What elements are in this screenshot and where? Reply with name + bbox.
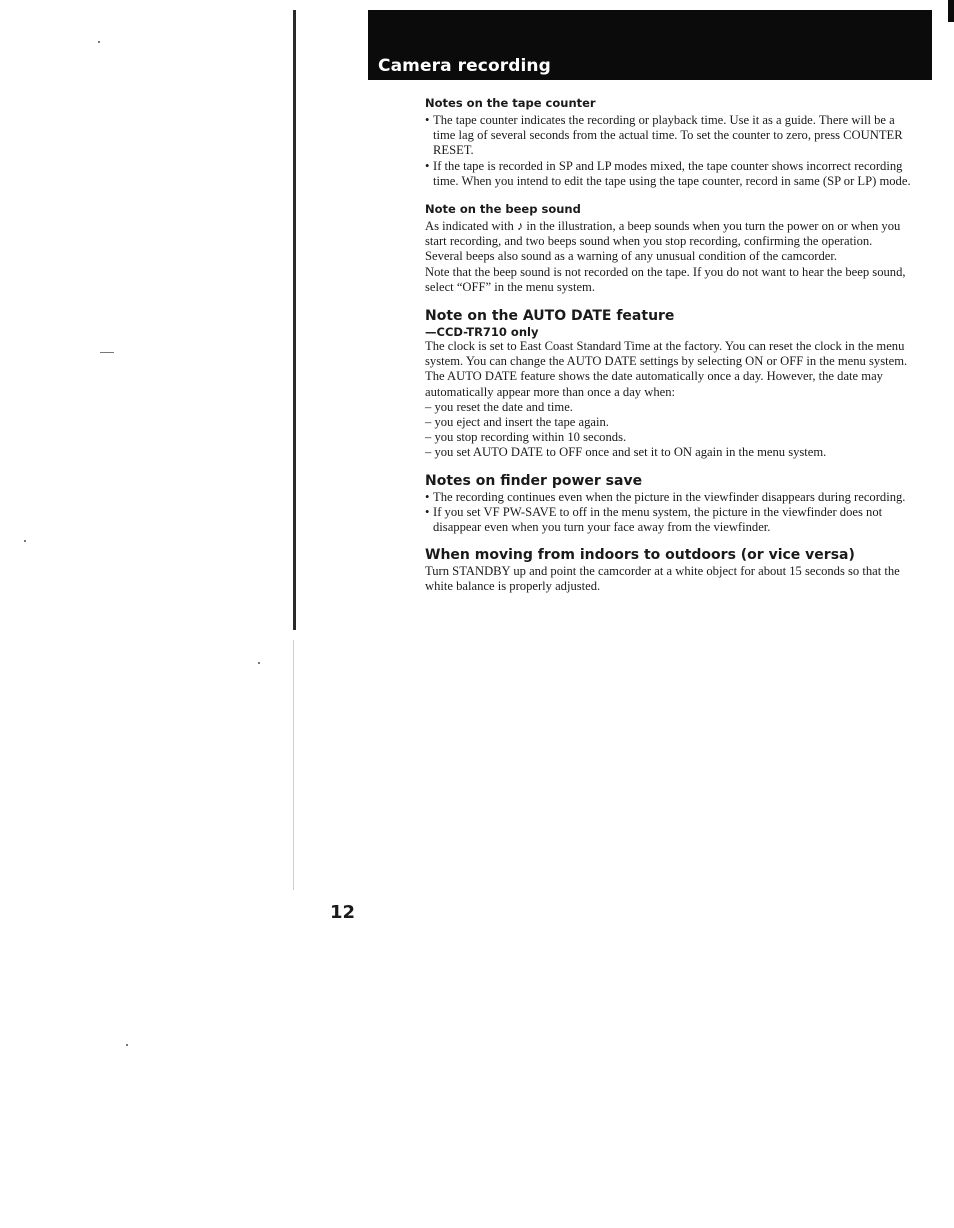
scan-speck — [98, 41, 100, 43]
page-number: 12 — [330, 902, 356, 923]
scan-speck — [100, 352, 114, 353]
section-heading: Note on the beep sound — [425, 202, 581, 217]
page-title: Camera recording — [378, 56, 551, 76]
section-indoors-outdoors — [425, 547, 913, 594]
section-beep-sound — [425, 202, 913, 295]
scan-speck — [24, 540, 26, 542]
list-item: • If you set VF PW-SAVE to off in the menu system, the picture in the viewfinder does not disappear even when you turn your face away from the viewfinder. — [425, 505, 913, 535]
list-item: – you set AUTO DATE to OFF once and set it to ON again in the menu system. — [425, 445, 827, 460]
section-finder-power-save — [425, 473, 913, 536]
main-content — [425, 96, 913, 608]
list-item: – you eject and insert the tape again. — [425, 415, 609, 430]
model-note: —CCD-TR710 only — [425, 325, 539, 340]
paragraph: Turn STANDBY up and point the camcorder at a white object for about 15 seconds so that the white balance is properly adjusted. — [425, 564, 900, 594]
paragraph: The clock is set to East Coast Standard Time at the factory. You can reset the clock in the menu system. You can change the AUTO DATE settings by selecting ON or OFF in the menu system. The AUTO DATE feature shows the date automatically once a day. However, the date may automatically appear more than once a day when: — [425, 339, 908, 399]
list-item: • The recording continues even when the picture in the viewfinder disappears during recording. — [425, 490, 913, 505]
list-item: – you stop recording within 10 seconds. — [425, 430, 627, 445]
edge-tab-mark — [948, 0, 954, 22]
section-auto-date — [425, 308, 913, 461]
dash-list — [425, 400, 913, 461]
section-heading: Note on the AUTO DATE feature — [425, 308, 675, 325]
section-header-bar — [368, 10, 932, 80]
bullet-list — [425, 113, 913, 189]
scan-speck — [126, 1044, 128, 1046]
list-item: • The tape counter indicates the recording or playback time. Use it as a guide. There will be a time lag of several seconds from the actual time. To set the counter to zero, press COUNTER RESET. — [425, 113, 913, 159]
paragraph: As indicated with ♪ in the illustration, a beep sounds when you turn the power on or when you start recording, and two beeps sound when you stop recording, confirming the operation. Several beeps also sound as a warning of any unusual condition of the camcorder. — [425, 219, 901, 264]
section-tape-counter — [425, 96, 913, 189]
paragraph: Note that the beep sound is not recorded on the tape. If you do not want to hear the beep sound, select “OFF” in the menu system. — [425, 264, 906, 294]
binding-line — [293, 10, 296, 630]
section-heading: Notes on finder power save — [425, 472, 643, 489]
scan-speck — [258, 662, 260, 664]
section-heading: When moving from indoors to outdoors (or vice versa) — [425, 547, 855, 564]
list-item: • If the tape is recorded in SP and LP modes mixed, the tape counter shows incorrect recording time. When you intend to edit the tape using the tape counter, record in same (SP or LP) mode. — [425, 159, 913, 189]
bullet-list — [425, 490, 913, 536]
binding-line-faint — [293, 640, 294, 890]
section-heading: Notes on the tape counter — [425, 96, 596, 110]
list-item: – you reset the date and time. — [425, 399, 573, 414]
